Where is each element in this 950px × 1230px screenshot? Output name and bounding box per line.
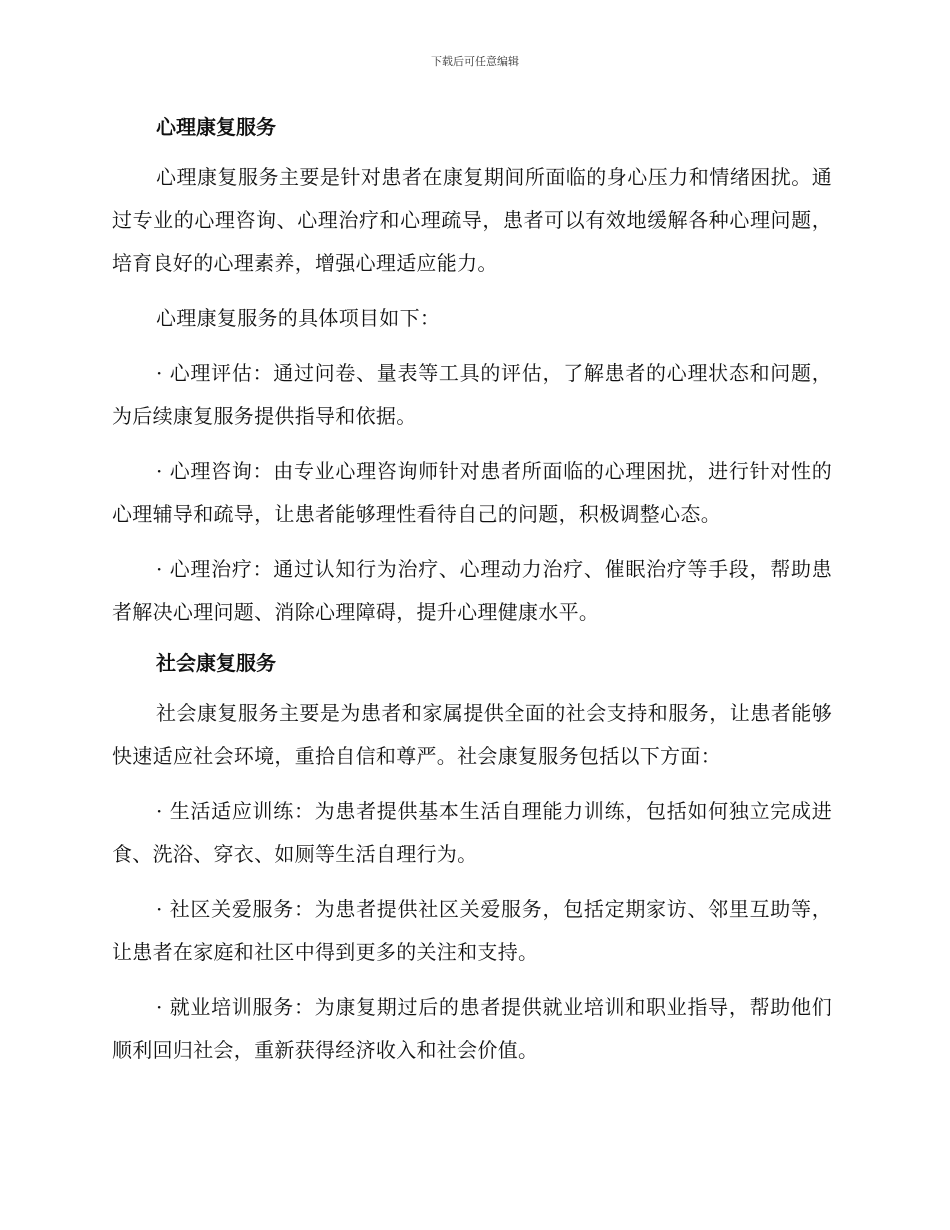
list-item-psych-counseling: · 心理咨询：由专业心理咨询师针对患者所面临的心理困扰，进行针对性的心理辅导和疏导，让患者能够理性看待自己的问题，积极调整心态。 xyxy=(112,459,832,526)
list-item-life-training: · 生活适应训练：为患者提供基本生活自理能力训练，包括如何独立完成进食、洗浴、穿衣、如厕等生活自理行为。 xyxy=(112,799,832,866)
section-heading-psychological: 心理康复服务 xyxy=(156,115,276,139)
list-item-employment-training: · 就业培训服务：为康复期过后的患者提供就业培训和职业指导，帮助他们顺利回归社会，重新获得经济收入和社会价值。 xyxy=(112,995,832,1062)
document-body xyxy=(112,110,832,1084)
section-heading-social: 社会康复服务 xyxy=(156,651,276,675)
paragraph-social-intro: 社会康复服务主要是为患者和家属提供全面的社会支持和服务，让患者能够快速适应社会环境，重拾自信和尊严。社会康复服务包括以下方面： xyxy=(112,701,832,768)
list-item-psych-therapy: · 心理治疗：通过认知行为治疗、心理动力治疗、催眠治疗等手段，帮助患者解决心理问题、消除心理障碍，提升心理健康水平。 xyxy=(112,557,832,624)
list-item-community-care: · 社区关爱服务：为患者提供社区关爱服务，包括定期家访、邻里互助等，让患者在家庭和社区中得到更多的关注和支持。 xyxy=(112,897,832,964)
list-item-psych-assessment: · 心理评估：通过问卷、量表等工具的评估，了解患者的心理状态和问题，为后续康复服务提供指导和依据。 xyxy=(112,361,832,428)
paragraph-psychological-list-intro: 心理康复服务的具体项目如下： xyxy=(156,306,441,330)
paragraph-psychological-intro: 心理康复服务主要是针对患者在康复期间所面临的身心压力和情绪困扰。通过专业的心理咨询、心理治疗和心理疏导，患者可以有效地缓解各种心理问题，培育良好的心理素养，增强心理适应能力。 xyxy=(112,165,832,275)
page-header: 下载后可任意编辑 xyxy=(431,55,519,68)
